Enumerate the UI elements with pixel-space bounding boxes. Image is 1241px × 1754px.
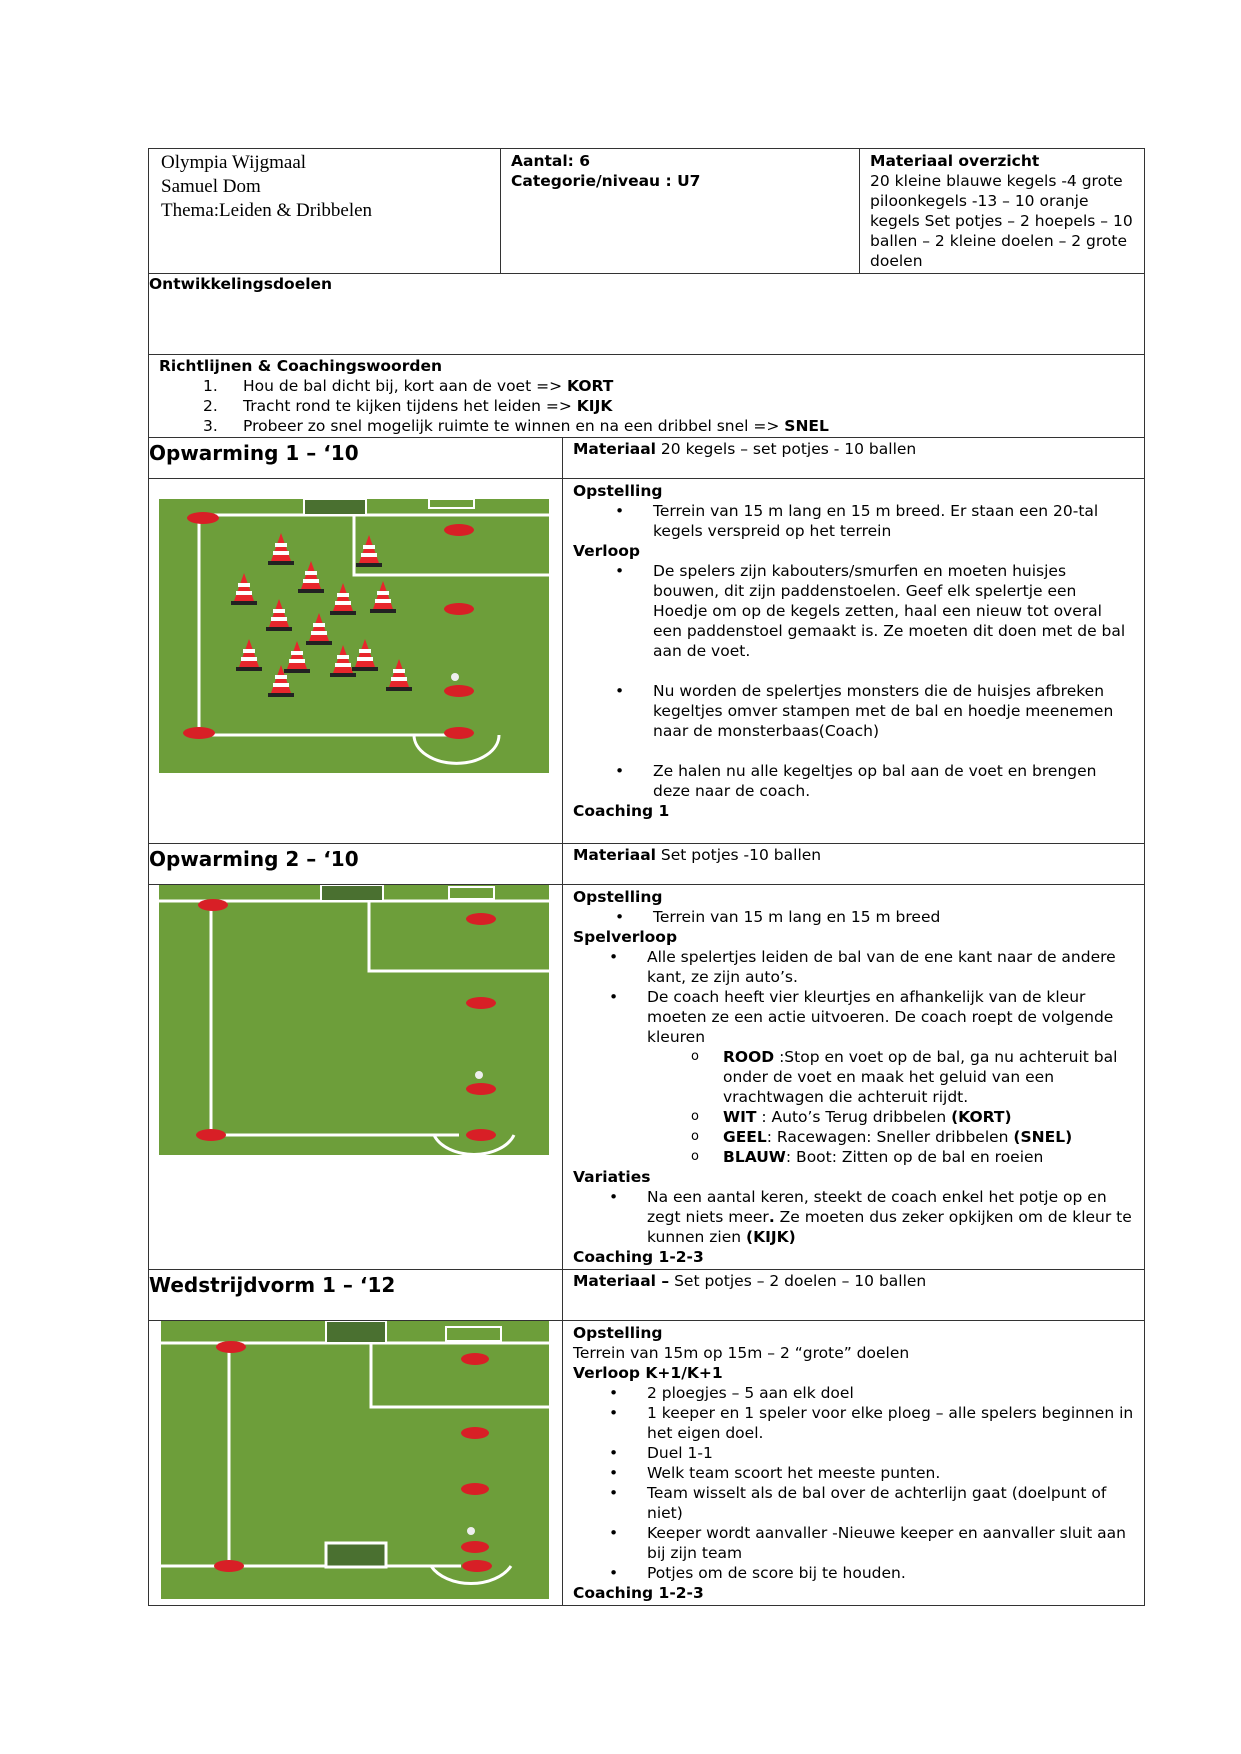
warmup2-description	[563, 885, 1145, 1270]
player-count: Aantal: 6	[511, 152, 591, 170]
ball	[451, 673, 459, 681]
list-item: • Welk team scoort het meeste punten.	[647, 1463, 1134, 1483]
section-title-warmup1: Opwarming 1 – ‘10	[149, 438, 563, 479]
color-list	[573, 1047, 1134, 1167]
theme: Thema:Leiden & Dribbelen	[161, 200, 373, 221]
list-item: • De coach heeft vier kleurtjes en afhankelijk van de kleur moeten ze een actie uitvoeren. De coach roept de volgende kleuren	[647, 987, 1134, 1047]
list-item: 3. Probeer zo snel mogelijk ruimte te winnen en na een dribbel snel => SNEL	[203, 417, 829, 435]
list-item: 1. Hou de bal dicht bij, kort aan de voet => KORT	[203, 377, 614, 395]
list-item: • Na een aantal keren, steekt de coach enkel het potje op en zegt niets meer. Ze moeten dus zeker opkijken om de kleur te kunnen zien (KIJK)	[647, 1187, 1134, 1247]
variations-list	[573, 1187, 1134, 1247]
list-item: • 2 ploegjes – 5 aan elk doel	[647, 1383, 1134, 1403]
flow-label: Verloop	[573, 542, 641, 560]
list-item: • Keeper wordt aanvaller -Nieuwe keeper en aanvaller sluit aan bij zijn team	[647, 1523, 1134, 1563]
match1-diagram-cell	[149, 1321, 563, 1606]
goal	[304, 499, 366, 515]
materials-text: 20 kleine blauwe kegels -4 grote piloonkegels -13 – 10 oranje kegels Set potjes – 2 hoepels – 10 ballen – 2 kleine doelen – 2 grote doelen	[870, 172, 1133, 270]
match1-description	[563, 1321, 1145, 1606]
materials-title: Materiaal overzicht	[870, 152, 1040, 170]
ball	[467, 1527, 475, 1535]
list-item: • Ze halen nu alle kegeltjes op bal aan de voet en brengen deze naar de coach.	[653, 761, 1134, 801]
goal-top	[326, 1321, 386, 1343]
goals-title: Ontwikkelingsdoelen	[149, 275, 333, 293]
list-item: • Terrein van 15 m lang en 15 m breed. Er staan een 20-tal kegels verspreid op het terrein	[653, 501, 1134, 541]
list-item: 2. Tracht rond te kijken tijdens het leiden => KIJK	[203, 397, 613, 415]
header-info	[149, 149, 501, 274]
list-item: o ROOD :Stop en voet op de bal, ga nu achteruit bal onder de voet en maak het geluid van een vrachtwagen die achteruit rijdt.	[723, 1047, 1134, 1107]
goal	[321, 885, 383, 901]
list-item: o BLAUW: Boot: Zitten op de bal en roeien	[723, 1147, 1134, 1167]
flow-list	[573, 947, 1134, 1047]
materials-overview	[860, 149, 1145, 274]
ball	[475, 1071, 483, 1079]
list-item: • Alle spelertjes leiden de bal van de ene kant naar de andere kant, ze zijn auto’s.	[647, 947, 1134, 987]
list-item: • Team wisselt als de bal over de achterlijn gaat (doelpunt of niet)	[647, 1483, 1134, 1523]
trainer-name: Samuel Dom	[161, 176, 261, 197]
match1-field-diagram	[161, 1321, 549, 1599]
setup-list	[573, 501, 1134, 541]
list-item: • Nu worden de spelertjes monsters die de huisjes afbreken kegeltjes omver stampen met de bal en hoedje meenemen naar de monsterbaas(Coach)	[653, 681, 1134, 741]
setup-label: Opstelling	[573, 888, 663, 906]
list-item: • Duel 1-1	[647, 1443, 1134, 1463]
guidelines-list	[159, 376, 1134, 436]
variations-label: Variaties	[573, 1168, 651, 1186]
warmup1-diagram-cell	[149, 479, 563, 844]
flow-label: Verloop K+1/K+1	[573, 1364, 723, 1382]
header-group	[501, 149, 860, 274]
goal-bottom	[326, 1543, 386, 1567]
warmup1-material: Materiaal 20 kegels – set potjes - 10 ballen	[563, 438, 1145, 479]
development-goals	[149, 274, 1145, 355]
warmup2-diagram-cell	[149, 885, 563, 1270]
flow-list	[573, 561, 1134, 661]
setup-label: Opstelling	[573, 1324, 663, 1342]
section-title-warmup2: Opwarming 2 – ‘10	[149, 844, 563, 885]
flow-list	[573, 1383, 1134, 1583]
guidelines	[149, 355, 1145, 438]
list-item: • De spelers zijn kabouters/smurfen en moeten huisjes bouwen, dit zijn paddenstoelen. Geef elk spelertje een Hoedje om op de kegels zetten, haal een nieuw tot overal een paddenstoel gemaakt is. Ze moeten dit doen met de bal aan de voet.	[653, 561, 1134, 661]
flow-label: Spelverloop	[573, 928, 678, 946]
list-item: • Terrein van 15 m lang en 15 m breed	[653, 907, 1134, 927]
coaching-label: Coaching 1-2-3	[573, 1248, 704, 1266]
list-item: o WIT : Auto’s Terug dribbelen (KORT)	[723, 1107, 1134, 1127]
warmup2-material: Materiaal Set potjes -10 ballen	[563, 844, 1145, 885]
list-item: • 1 keeper en 1 speler voor elke ploeg – alle spelers beginnen in het eigen doel.	[647, 1403, 1134, 1443]
category: Categorie/niveau : U7	[511, 172, 701, 190]
setup-list	[573, 907, 1134, 927]
warmup2-field-diagram	[159, 885, 549, 1155]
coaching-label: Coaching 1	[573, 802, 670, 820]
match1-material: Materiaal – Set potjes – 2 doelen – 10 ballen	[563, 1270, 1145, 1321]
setup-label: Opstelling	[573, 482, 663, 500]
setup-text: Terrein van 15m op 15m – 2 “grote” doelen	[573, 1344, 910, 1362]
guidelines-title: Richtlijnen & Coachingswoorden	[159, 357, 442, 375]
warmup1-description	[563, 479, 1145, 844]
list-item: • Potjes om de score bij te houden.	[647, 1563, 1134, 1583]
section-title-match1: Wedstrijdvorm 1 – ‘12	[149, 1270, 563, 1321]
warmup1-field-diagram	[159, 499, 549, 773]
grass	[159, 885, 549, 1155]
list-item: o GEEL: Racewagen: Sneller dribbelen (SNEL)	[723, 1127, 1134, 1147]
club-name: Olympia Wijgmaal	[161, 152, 307, 173]
coaching-label: Coaching 1-2-3	[573, 1584, 704, 1602]
